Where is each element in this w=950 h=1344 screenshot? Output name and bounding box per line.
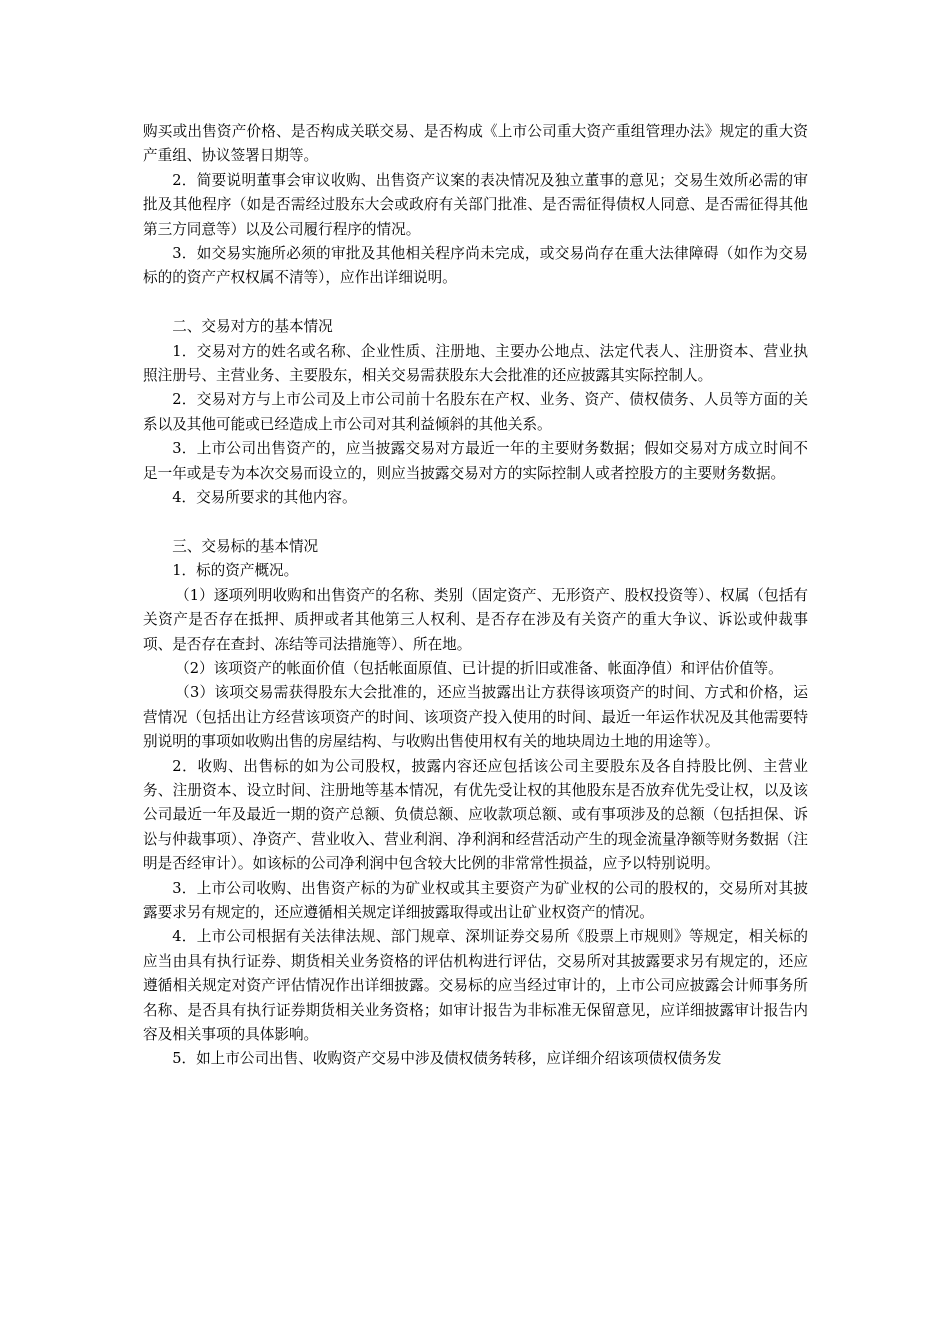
paragraph-item-3-3: 3．上市公司收购、出售资产标的为矿业权或其主要资产为矿业权的公司的股权的，交易所对其披露要求另有规定的，还应遵循相关规定详细披露取得或出让矿业权资产的情况。 — [143, 879, 808, 921]
paragraph-item-3-4: 4．上市公司根据有关法律法规、部门规章、深圳证券交易所《股票上市规则》等规定，相关标的应当由具有执行证券、期货相关业务资格的评估机构进行评估，交易所对其披露要求另有规定的，还应遵循相关规定对资产评估情况作出详细披露。交易标的应当经过审计的，上市公司应披露会计师事务所名称、是否具有执行证券期货相关业务资格；如审计报告为非标准无保留意见，应详细披露审计报告内容及相关事项的具体影响。 — [143, 928, 808, 1043]
blank-line — [143, 510, 808, 534]
paragraph-item-3-1: 1．标的资产概况。 — [172, 562, 299, 580]
paragraph-item-3-1-2: （2）该项资产的帐面价值（包括帐面原值、已计提的折旧或准备、帐面净值）和评估价值等。 — [175, 659, 783, 677]
paragraph-item-3-1-1: （1）逐项列明收购和出售资产的名称、类别（固定资产、无形资产、股权投资等）、权属（包括有关资产是否存在抵押、质押或者其他第三人权利、是否存在涉及有关资产的重大争议、诉讼或仲裁事项、是否存在查封、冻结等司法措施等）、所在地。 — [143, 586, 808, 653]
paragraph-item-3-5: 5．如上市公司出售、收购资产交易中涉及债权债务转移，应详细介绍该项债权债务发 — [172, 1050, 722, 1068]
paragraph-item-3-1-3: （3）该项交易需获得股东大会批准的，还应当披露出让方获得该项资产的时间、方式和价格，运营情况（包括出让方经营该项资产的时间、该项资产投入使用的时间、最近一年运作状况及其他需要特别说明的事项如收购出售的房屋结构、与收购出售使用权有关的地块周边土地的用途等）。 — [143, 684, 808, 751]
document-page — [143, 120, 808, 1072]
paragraph-item-1-3: 3．如交易实施所必须的审批及其他相关程序尚未完成，或交易尚存在重大法律障碍（如作为交易标的的资产产权权属不清等），应作出详细说明。 — [143, 245, 808, 287]
paragraph-item-2-2: 2．交易对方与上市公司及上市公司前十名股东在产权、业务、资产、债权债务、人员等方面的关系以及其他可能或已经造成上市公司对其利益倾斜的其他关系。 — [143, 391, 808, 433]
paragraph-item-2-4: 4．交易所要求的其他内容。 — [172, 489, 357, 507]
section-heading-3: 三、交易标的基本情况 — [172, 537, 319, 555]
paragraph-item-1-2: 2．简要说明董事会审议收购、出售资产议案的表决情况及独立董事的意见；交易生效所必需的审批及其他程序（如是否需经过股东大会或政府有关部门批准、是否需征得债权人同意、是否需征得其他第三方同意等）以及公司履行程序的情况。 — [143, 171, 808, 238]
blank-line — [143, 291, 808, 315]
paragraph-continuation: 购买或出售资产价格、是否构成关联交易、是否构成《上市公司重大资产重组管理办法》规定的重大资产重组、协议签署日期等。 — [143, 123, 808, 165]
paragraph-item-2-1: 1．交易对方的姓名或名称、企业性质、注册地、主要办公地点、法定代表人、注册资本、营业执照注册号、主营业务、主要股东，相关交易需获股东大会批准的还应披露其实际控制人。 — [143, 342, 808, 385]
section-heading-2: 二、交易对方的基本情况 — [172, 318, 333, 336]
paragraph-item-3-2: 2．收购、出售标的如为公司股权，披露内容还应包括该公司主要股东及各自持股比例、主营业务、注册资本、设立时间、注册地等基本情况，有优先受让权的其他股东是否放弃优先受让权，以及该公司最近一年及最近一期的资产总额、负债总额、应收款项总额、或有事项涉及的总额（包括担保、诉讼与仲裁事项）、净资产、营业收入、营业利润、净利润和经营活动产生的现金流量净额等财务数据（注明是否经审计）。如该标的公司净利润中包含较大比例的非常常性损益，应予以特别说明。 — [143, 757, 808, 873]
paragraph-item-2-3: 3．上市公司出售资产的，应当披露交易对方最近一年的主要财务数据；假如交易对方成立时间不足一年或是专为本次交易而设立的，则应当披露交易对方的实际控制人或者控股方的主要财务数据。 — [143, 440, 808, 482]
